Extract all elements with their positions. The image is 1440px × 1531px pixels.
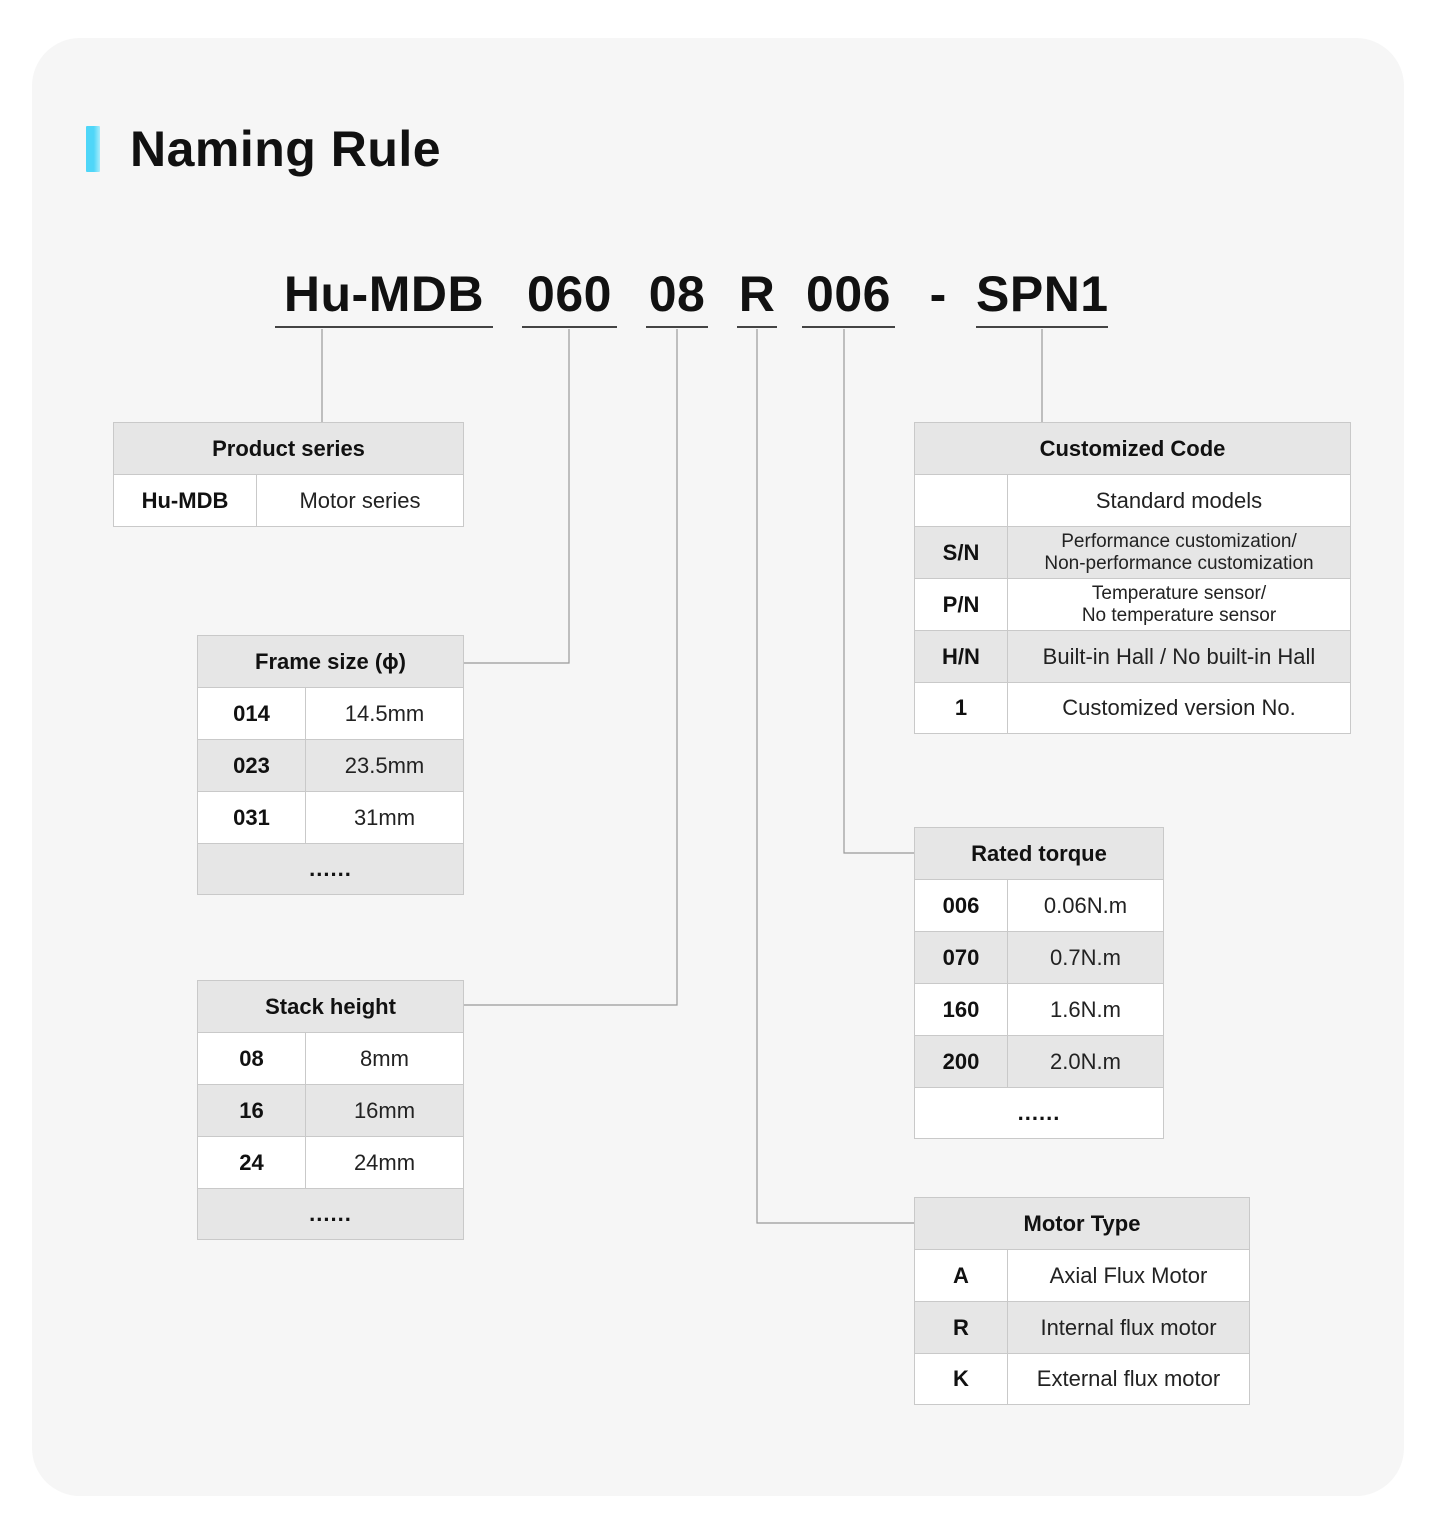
rated-torque-desc: 0.06N.m (1008, 880, 1164, 932)
table-row (915, 1250, 1250, 1302)
stack-height-desc: 8mm (306, 1033, 464, 1085)
customized-code-desc: Standard models (1008, 475, 1351, 527)
table-row (915, 683, 1351, 734)
frame-size-desc: 23.5mm (306, 740, 464, 792)
motor-type-code: R (915, 1302, 1008, 1354)
customized-code-desc: Built-in Hall / No built-in Hall (1008, 631, 1351, 683)
code-segment-dash: - (929, 266, 947, 322)
motor-type-table (914, 1197, 1250, 1405)
rated-torque-code: 160 (915, 984, 1008, 1036)
customized-code-desc (1008, 527, 1351, 579)
customized-code-desc (1008, 579, 1351, 631)
code-segment-custom: SPN1 (976, 262, 1108, 328)
table-row (915, 1088, 1164, 1139)
table-row (915, 1036, 1164, 1088)
frame-size-more: ...... (198, 844, 464, 895)
customized-code-code: P/N (915, 579, 1008, 631)
rated-torque-desc: 0.7N.m (1008, 932, 1164, 984)
stack-height-code: 16 (198, 1085, 306, 1137)
frame-size-table (197, 635, 464, 895)
frame-size-code: 014 (198, 688, 306, 740)
table-row (915, 631, 1351, 683)
table-row (915, 984, 1164, 1036)
stack-height-table (197, 980, 464, 1240)
stack-height-desc: 16mm (306, 1085, 464, 1137)
table-row (198, 1189, 464, 1240)
table-row (915, 527, 1351, 579)
table-row (198, 1085, 464, 1137)
table-row (198, 688, 464, 740)
frame-size-desc: 31mm (306, 792, 464, 844)
connector-stack (464, 329, 677, 1005)
table-row (198, 1033, 464, 1085)
rated-torque-code: 200 (915, 1036, 1008, 1088)
rated-torque-code: 006 (915, 880, 1008, 932)
customized-code-header: Customized Code (915, 423, 1351, 475)
motor-type-code: A (915, 1250, 1008, 1302)
customized-code-code: S/N (915, 527, 1008, 579)
table-row (915, 1354, 1250, 1405)
customized-code-code: H/N (915, 631, 1008, 683)
rated-torque-code: 070 (915, 932, 1008, 984)
customized-code-desc-line: Non-performance customization (1044, 552, 1314, 574)
table-row (198, 844, 464, 895)
code-segment-stack: 08 (646, 262, 708, 328)
connector-type (757, 329, 915, 1223)
code-segment-frame: 060 (522, 262, 617, 328)
customized-code-desc-line: Performance customization/ (1061, 530, 1297, 552)
table-row (198, 1137, 464, 1189)
table-row (915, 475, 1351, 527)
table-row (915, 932, 1164, 984)
stack-height-more: ...... (198, 1189, 464, 1240)
frame-size-code: 031 (198, 792, 306, 844)
connector-frame (464, 329, 569, 663)
customized-code-desc: Customized version No. (1008, 683, 1351, 734)
motor-type-desc: External flux motor (1008, 1354, 1250, 1405)
product-series-desc: Motor series (257, 475, 464, 527)
stack-height-desc: 24mm (306, 1137, 464, 1189)
customized-code-desc-line: Temperature sensor/ (1091, 582, 1267, 604)
rated-torque-header: Rated torque (915, 828, 1164, 880)
connector-torque (844, 329, 915, 853)
stack-height-code: 08 (198, 1033, 306, 1085)
motor-type-header: Motor Type (915, 1198, 1250, 1250)
motor-type-code: K (915, 1354, 1008, 1405)
stack-height-header: Stack height (198, 981, 464, 1033)
code-segment-torque: 006 (802, 262, 895, 328)
frame-size-desc: 14.5mm (306, 688, 464, 740)
code-segment-type: R (737, 262, 777, 328)
rated-torque-table (914, 827, 1164, 1139)
customized-code-code (915, 475, 1008, 527)
product-series-header: Product series (114, 423, 464, 475)
page-title: Naming Rule (130, 121, 442, 177)
rated-torque-desc: 1.6N.m (1008, 984, 1164, 1036)
table-row (198, 740, 464, 792)
frame-size-code: 023 (198, 740, 306, 792)
rated-torque-desc: 2.0N.m (1008, 1036, 1164, 1088)
product-series-code: Hu-MDB (114, 475, 257, 527)
table-row (198, 792, 464, 844)
stack-height-code: 24 (198, 1137, 306, 1189)
customized-code-code: 1 (915, 683, 1008, 734)
customized-code-desc-line: No temperature sensor (1081, 604, 1277, 626)
motor-type-desc: Internal flux motor (1008, 1302, 1250, 1354)
product-series-table (113, 422, 464, 527)
motor-type-desc: Axial Flux Motor (1008, 1250, 1250, 1302)
table-row (915, 579, 1351, 631)
code-segment-series: Hu-MDB (275, 262, 493, 328)
frame-size-header: Frame size (ϕ) (198, 636, 464, 688)
table-row (915, 880, 1164, 932)
customized-code-table (914, 422, 1351, 734)
table-row (915, 1302, 1250, 1354)
rated-torque-more: ...... (915, 1088, 1164, 1139)
